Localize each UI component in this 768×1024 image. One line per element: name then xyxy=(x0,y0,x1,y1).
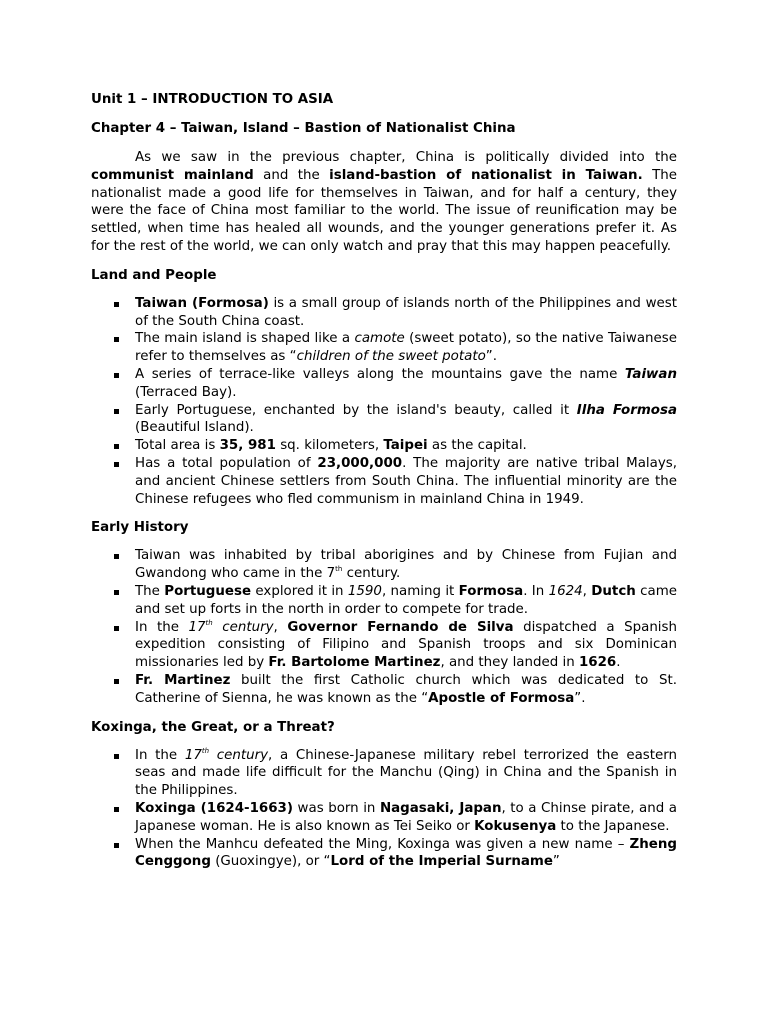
text-run: . The majority are native tribal Malays, and ancient Chinese settlers from South China. The influential minority are the Chinese refugees who fled communism in mainland China in 1949. xyxy=(135,455,677,507)
bullet-square-icon xyxy=(114,337,119,342)
text-run: Fr. Martinez xyxy=(135,672,231,688)
text-run: Governor Fernando de Silva xyxy=(287,619,514,635)
text-run: communist mainland xyxy=(91,167,254,183)
bullet-list xyxy=(91,295,677,509)
bullet-list xyxy=(91,547,677,707)
text-run: Zheng Cenggong xyxy=(135,836,677,870)
bullet-square-icon xyxy=(114,302,119,307)
text-run: Has a total population of xyxy=(135,455,318,471)
list-item xyxy=(91,747,677,800)
list-item xyxy=(91,455,677,508)
bullet-square-icon xyxy=(114,626,119,631)
bullet-list xyxy=(91,747,677,872)
text-run: (sweet potato), so the native Taiwanese refer to themselves as “ xyxy=(135,331,677,365)
list-item xyxy=(91,672,677,708)
text-run: Dutch xyxy=(591,583,636,599)
text-run: island-bastion of nationalist in Taiwan. xyxy=(329,167,643,183)
text-run: Apostle of Formosa xyxy=(428,690,575,706)
text-run: th xyxy=(335,565,343,574)
chapter-title: Chapter 4 – Taiwan, Island – Bastion of Nationalist China xyxy=(91,121,516,136)
text-run: In the xyxy=(135,619,189,635)
bullet-square-icon xyxy=(114,462,119,467)
unit-title: Unit 1 – INTRODUCTION TO ASIA xyxy=(91,92,334,107)
text-run: , to a Chinse pirate, and a Japanese woman. He is also known as Tei Seiko or xyxy=(135,800,677,834)
section-title: Land and People xyxy=(91,267,217,283)
text-run: . In xyxy=(523,583,549,599)
list-item xyxy=(91,583,677,619)
text-run: dispatched a Spanish expedition consisting of Filipino and Spanish troops and six Dominican missionaries led by xyxy=(135,619,677,671)
bullet-square-icon xyxy=(114,807,119,812)
list-item xyxy=(91,619,677,672)
text-run: (Beautiful Island). xyxy=(135,420,254,436)
text-run: (Guoxingye), or “ xyxy=(210,854,331,870)
section-koxinga xyxy=(91,719,677,872)
text-run: was born in xyxy=(293,800,380,816)
text-run: , and they landed in xyxy=(440,655,579,671)
section-land-and-people xyxy=(91,267,677,509)
text-run: century xyxy=(212,619,274,635)
list-item xyxy=(91,547,677,583)
text-run: Taiwan (Formosa) xyxy=(135,295,269,311)
bullet-square-icon xyxy=(114,373,119,378)
text-run: th xyxy=(201,746,210,755)
intro-paragraph xyxy=(91,149,677,256)
text-run: sq. kilometers, xyxy=(275,438,384,454)
text-run: Fr. Bartolome Martinez xyxy=(268,655,441,671)
text-run: Koxinga (1624-1663) xyxy=(135,800,293,816)
section-title: Early History xyxy=(91,520,189,536)
text-run: As we saw in the previous chapter, China is politically divided into the xyxy=(135,150,677,165)
text-run: 1626 xyxy=(578,655,617,671)
text-run: explored it in xyxy=(251,583,348,599)
text-run: and the xyxy=(253,167,330,183)
list-item xyxy=(91,295,677,331)
document-content xyxy=(91,91,677,871)
text-run: is a small group of islands north of the Philippines and west of the South China coast. xyxy=(135,295,677,329)
text-run: century. xyxy=(342,566,401,582)
text-run: , xyxy=(273,619,288,635)
text-run: Total area is xyxy=(135,438,220,454)
text-run: Early Portuguese, enchanted by the island's beauty, called it xyxy=(135,402,577,418)
text-run: Taipei xyxy=(383,438,428,454)
text-run: Lord of the Imperial Surname xyxy=(330,854,553,870)
text-run: Nagasaki, Japan xyxy=(379,800,502,816)
text-run: ”. xyxy=(574,690,586,706)
text-run: Taiwan was inhabited by tribal aborigines and by Chinese from Fujian and Gwandong who came in the 7 xyxy=(135,548,677,582)
bullet-square-icon xyxy=(114,590,119,595)
list-item xyxy=(91,330,677,366)
text-run: 23,000,000 xyxy=(317,455,403,471)
text-run: built the first Catholic church which was dedicated to St. Catherine of Sienna, he was known as the “ xyxy=(135,672,677,706)
text-run: 1590 xyxy=(347,583,382,599)
bullet-square-icon xyxy=(114,843,119,848)
list-item xyxy=(91,366,677,402)
list-item xyxy=(91,800,677,836)
bullet-square-icon xyxy=(114,444,119,449)
text-run: Ilha Formosa xyxy=(576,402,677,418)
text-run: , a Chinese-Japanese military rebel terrorized the eastern seas and made life difficult for the Manchu (Qing) in China and the Spanish in the Philippines. xyxy=(135,747,677,799)
list-item xyxy=(91,437,677,455)
text-run: 17 xyxy=(188,619,206,635)
text-run: The xyxy=(135,583,165,599)
list-item xyxy=(91,402,677,438)
section-title: Koxinga, the Great, or a Threat? xyxy=(91,719,335,735)
text-run: Formosa xyxy=(458,583,524,599)
bullet-square-icon xyxy=(114,554,119,559)
text-run: as the capital. xyxy=(427,438,527,454)
text-run: camote xyxy=(354,331,405,347)
text-run: to the Japanese. xyxy=(556,818,670,834)
text-run: , xyxy=(582,583,592,599)
text-run: Portuguese xyxy=(164,583,252,599)
text-run: 1624 xyxy=(548,583,583,599)
text-run: In the xyxy=(135,747,185,763)
bullet-square-icon xyxy=(114,409,119,414)
text-run: children of the sweet potato xyxy=(296,349,486,365)
text-run: The main island is shaped like a xyxy=(135,331,355,347)
bullet-square-icon xyxy=(114,754,119,759)
text-run: When the Manhcu defeated the Ming, Koxinga was given a new name – xyxy=(135,836,630,852)
text-run: th xyxy=(205,618,213,627)
bullet-square-icon xyxy=(114,679,119,684)
section-early-history xyxy=(91,519,677,707)
text-run: , naming it xyxy=(381,583,459,599)
text-run: (Terraced Bay). xyxy=(135,384,237,400)
text-run: century xyxy=(209,747,268,763)
text-run: ”. xyxy=(485,349,497,365)
text-run: 17 xyxy=(184,747,202,763)
text-run: came and set up forts in the north in order to compete for trade. xyxy=(135,583,677,617)
text-run: The nationalist made a good life for themselves in Taiwan, and for half a century, they were the face of China most familiar to the world. The issue of reunification may be settled, when time has healed all wounds, and the younger generations prefer it. As for the rest of the world, we can only watch and pray that this may happen peacefully. xyxy=(91,167,678,254)
text-run: ” xyxy=(552,854,560,870)
text-run: Taiwan xyxy=(624,366,677,382)
text-run: 35, 981 xyxy=(219,438,276,454)
text-run: Kokusenya xyxy=(474,818,557,834)
list-item xyxy=(91,836,677,872)
text-run: A series of terrace-like valleys along the mountains gave the name xyxy=(135,366,625,382)
text-run: . xyxy=(616,655,621,671)
